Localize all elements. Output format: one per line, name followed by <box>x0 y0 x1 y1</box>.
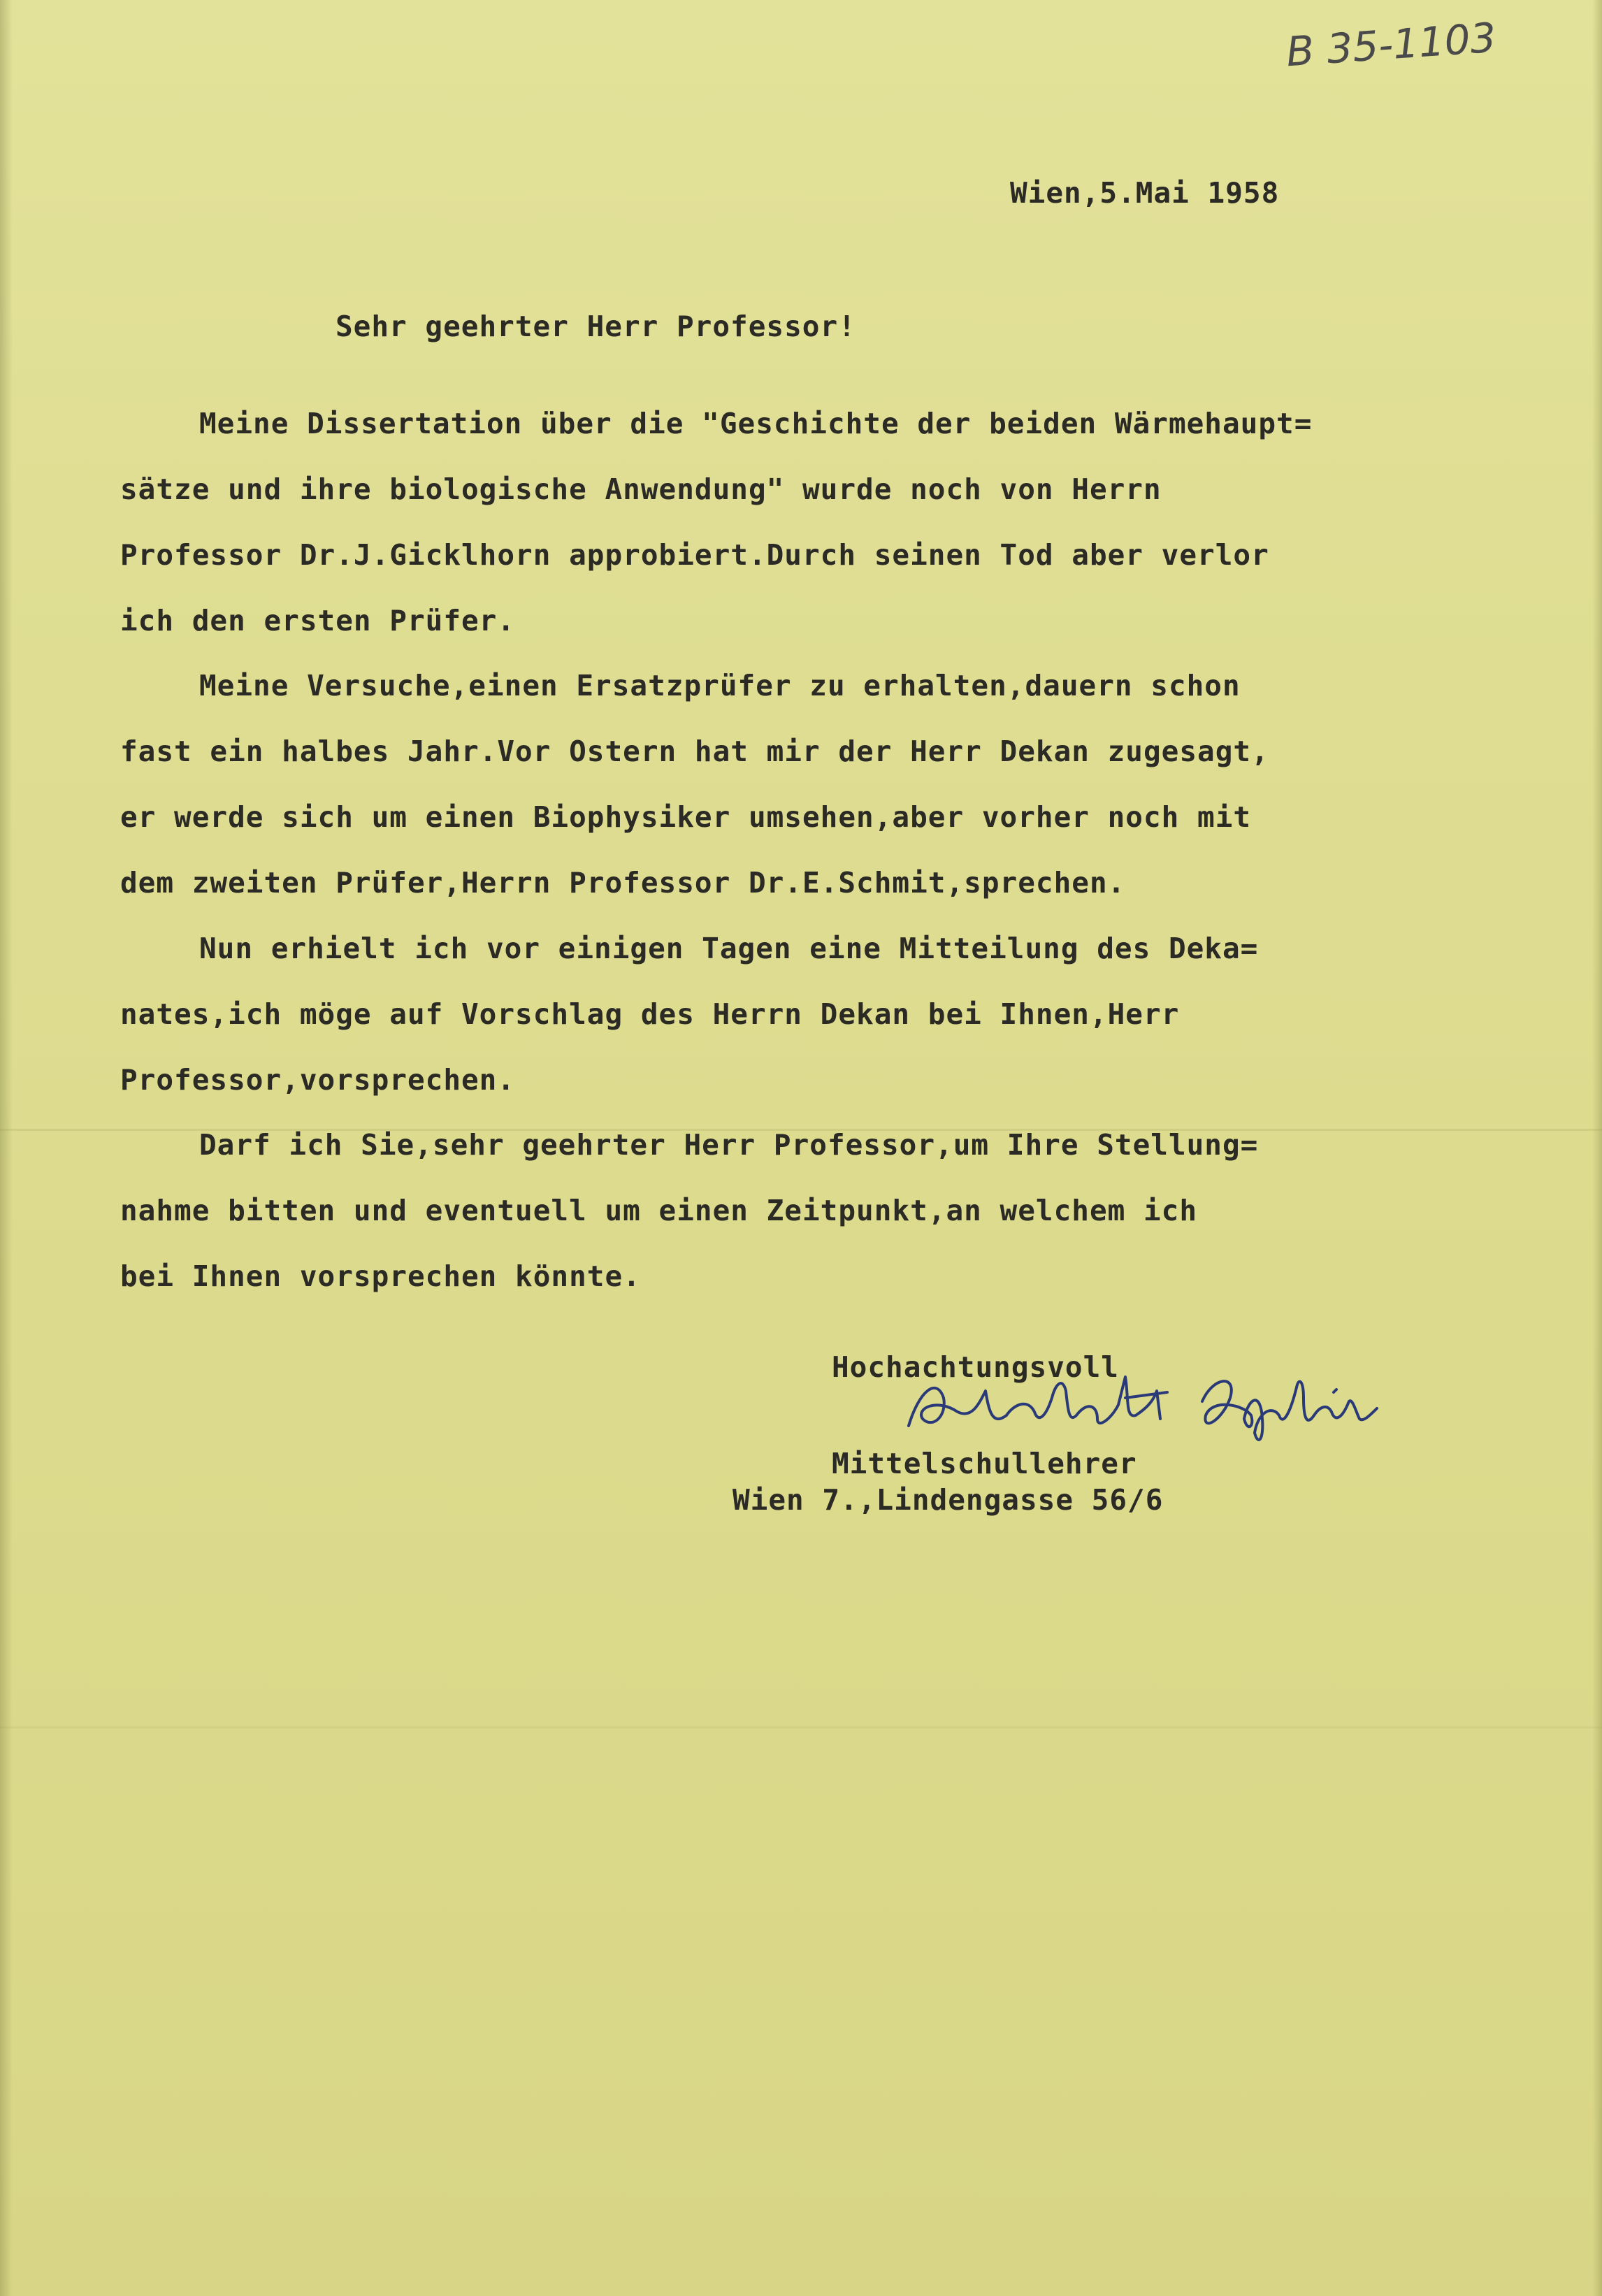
body-line: ich den ersten Prüfer. <box>120 604 516 637</box>
handwritten-signature <box>895 1349 1398 1447</box>
body-line: Nun erhielt ich vor einigen Tagen eine Mitteilung des Deka= <box>199 932 1259 965</box>
body-line: nahme bitten und eventuell um einen Zeitpunkt,an welchem ich <box>120 1194 1198 1227</box>
body-line: er werde sich um einen Biophysiker umsehen,aber vorher noch mit <box>120 800 1252 834</box>
letter-date: Wien,5.Mai 1958 <box>1010 176 1280 210</box>
page-edge-shadow <box>1592 0 1602 2296</box>
body-line: fast ein halbes Jahr.Vor Ostern hat mir der Herr Dekan zugesagt, <box>120 735 1269 768</box>
closing: Hochachtungsvoll <box>832 1350 1119 1384</box>
body-line: Professor,vorsprechen. <box>120 1063 516 1097</box>
body-line: sätze und ihre biologische Anwendung" wurde noch von Herrn <box>120 472 1162 506</box>
body-line: Professor Dr.J.Gicklhorn approbiert.Durch seinen Tod aber verlor <box>120 538 1269 572</box>
body-line: bei Ihnen vorsprechen könnte. <box>120 1259 641 1293</box>
paper-fold <box>0 1726 1602 1728</box>
page-edge-shadow <box>0 0 13 2296</box>
archive-number: B 35-1103 <box>1284 13 1498 76</box>
body-line: Meine Versuche,einen Ersatzprüfer zu erhalten,dauern schon <box>199 669 1241 702</box>
body-line: dem zweiten Prüfer,Herrn Professor Dr.E.Schmit,sprechen. <box>120 866 1126 900</box>
sender-address: Wien 7.,Lindengasse 56/6 <box>733 1483 1164 1517</box>
body-line: Meine Dissertation über die "Geschichte der beiden Wärmehaupt= <box>199 407 1313 440</box>
body-line: Darf ich Sie,sehr geehrter Herr Professor,um Ihre Stellung= <box>199 1128 1259 1162</box>
salutation: Sehr geehrter Herr Professor! <box>335 310 856 343</box>
body-line: nates,ich möge auf Vorschlag des Herrn Dekan bei Ihnen,Herr <box>120 997 1180 1031</box>
sender-title: Mittelschullehrer <box>832 1447 1137 1480</box>
